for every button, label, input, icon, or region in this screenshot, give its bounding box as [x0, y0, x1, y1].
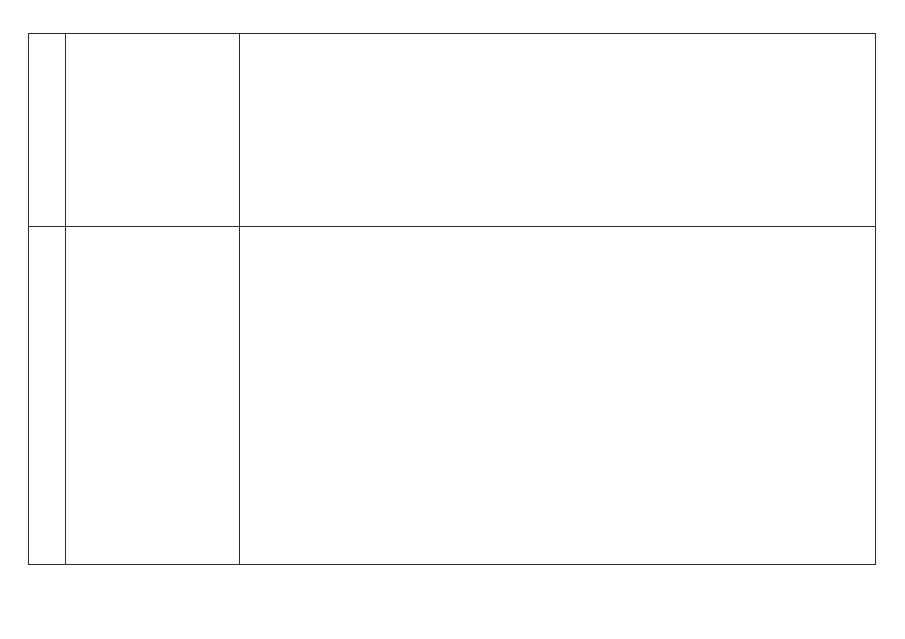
settlement-name	[72, 227, 230, 230]
column-divider-name	[239, 34, 240, 564]
document-table	[28, 33, 876, 565]
column-divider-number	[65, 34, 66, 564]
row-number	[29, 227, 65, 230]
